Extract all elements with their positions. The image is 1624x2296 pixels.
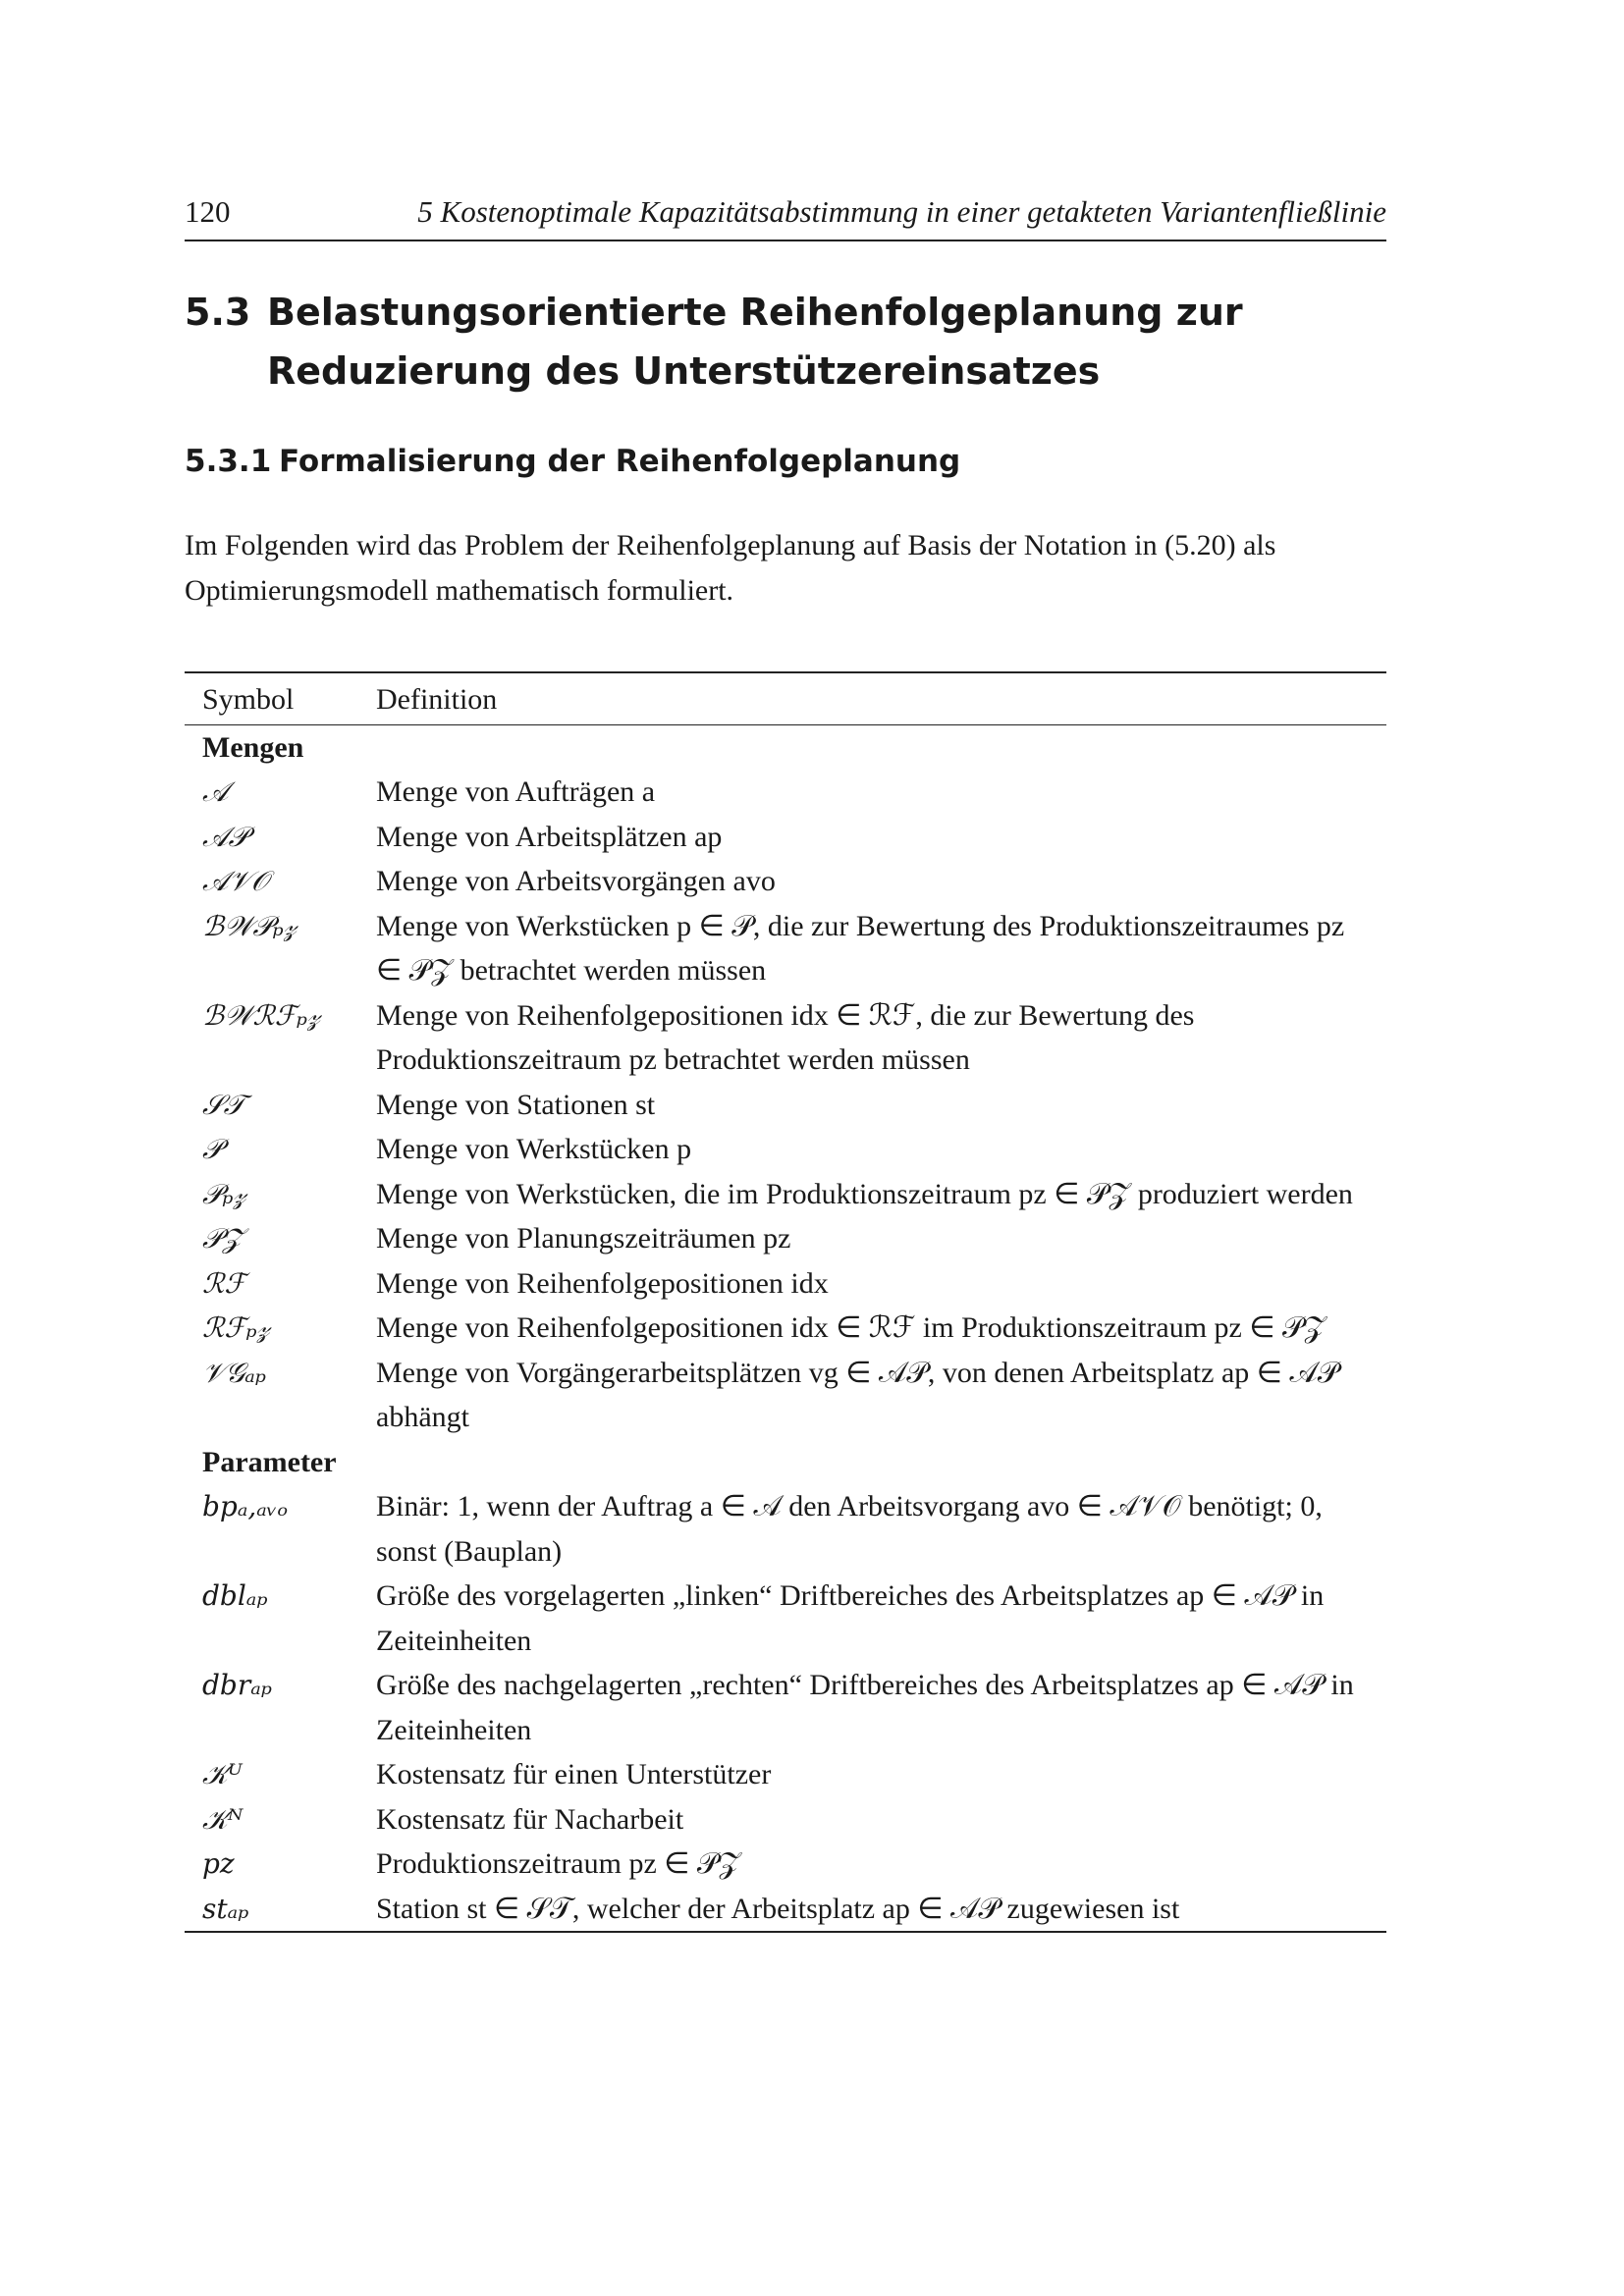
symbol-cell: 𝒫ₚ𝓏 [202,1177,246,1210]
table-row [185,859,1386,904]
table-row [185,1261,1386,1307]
subsection-title: Formalisierung der Reihenfolgeplanung [279,444,961,479]
symbol-cell: 𝒦ᴺ [202,1802,244,1836]
table-body [185,725,1386,1932]
table-row [185,1887,1386,1932]
symbol-cell: dbrₐₚ [202,1669,272,1701]
column-header-symbol: Symbol [202,683,295,716]
table-row [185,815,1386,860]
symbol-cell: 𝒦ᵁ [202,1758,243,1790]
definition-cell: Menge von Werkstücken p [376,1133,692,1165]
page-number: 120 [185,194,231,229]
table-row [185,1574,1386,1663]
table-row [185,1484,1386,1574]
symbol-cell: ℛℱ [202,1266,246,1300]
definition-cell: Produktionszeitraum pz ∈ 𝒫𝒵 [376,1847,741,1880]
notation-table [185,671,1386,1933]
column-header-definition: Definition [376,683,498,716]
table-row [185,1306,1386,1351]
chapter-title: 5 Kostenoptimale Kapazitätsabstimmung in einer getakteten Variantenfließlinie [417,194,1386,229]
symbol-cell: 𝒜𝒫 [202,820,248,853]
definition-cell: Menge von Reihenfolgepositionen idx ∈ ℛℱ, die zur Bewertung des Produktionszeitraum pz betrachtet werden müssen [376,998,1195,1076]
symbol-cell: 𝒜 [202,775,229,808]
definition-cell: Größe des vorgelagerten „linken“ Driftbereiches des Arbeitsplatzes ap ∈ 𝒜𝒫 in Zeiteinheiten [376,1579,1325,1657]
table-header [185,673,1386,725]
group-heading: Mengen [202,730,304,764]
definition-cell: Menge von Planungszeiträumen pz [376,1222,791,1255]
definition-cell: Menge von Reihenfolgepositionen idx ∈ ℛℱ im Produktionszeitraum pz ∈ 𝒫𝒵 [376,1311,1326,1344]
definition-cell: Menge von Werkstücken p ∈ 𝒫, die zur Bewertung des Produktionszeitraumes pz ∈ 𝒫𝒵 betrachtet werden müssen [376,909,1345,987]
table-row [185,1216,1386,1261]
symbol-cell: 𝒜𝒱𝒪 [202,865,269,897]
table-row [185,1663,1386,1752]
definition-cell: Größe des nachgelagerten „rechten“ Driftbereiches des Arbeitsplatzes ap ∈ 𝒜𝒫 in Zeiteinheiten [376,1669,1354,1746]
section-title: Belastungsorientierte Reihenfolgeplanung zur Reduzierung des Unterstützereinsatzes [267,291,1243,393]
symbol-cell: 𝒫𝒵 [202,1222,244,1255]
table-row [185,1797,1386,1842]
symbol-cell: 𝒱𝒢ₐₚ [202,1356,266,1389]
definition-cell: Menge von Arbeitsvorgängen avo [376,865,776,897]
table-row [185,993,1386,1083]
intro-paragraph: Im Folgenden wird das Problem der Reihenfolgeplanung auf Basis der Notation in (5.20) als Optimierungsmodell mathematisch formuliert. [185,529,1276,607]
symbol-cell: pz [202,1847,235,1880]
symbol-cell: ℛℱₚ𝓏 [202,1311,270,1344]
table-row [185,904,1386,993]
symbol-cell: ℬ𝒲𝒫ₚ𝓏 [202,909,297,942]
symbol-cell: 𝒮𝒯 [202,1088,245,1121]
definition-cell: Menge von Arbeitsplätzen ap [376,820,723,853]
definition-cell: Kostensatz für einen Unterstützer [376,1758,772,1790]
section-heading [185,283,1392,400]
symbol-cell: bpₐ,ₐᵥₒ [202,1490,288,1522]
group-heading: Parameter [202,1445,337,1478]
subsection-heading [185,442,960,481]
definition-cell: Menge von Werkstücken, die im Produktionszeitraum pz ∈ 𝒫𝒵 produziert werden [376,1177,1353,1210]
symbol-cell: dblₐₚ [202,1579,268,1612]
table-row [185,1351,1386,1440]
section-number: 5.3 [185,291,251,334]
definition-cell: Binär: 1, wenn der Auftrag a ∈ 𝒜 den Arbeitsvorgang avo ∈ 𝒜𝒱𝒪 benötigt; 0, sonst (Bauplan) [376,1490,1323,1568]
table-row [185,1842,1386,1887]
table-row [185,1172,1386,1217]
definition-cell: Station st ∈ 𝒮𝒯, welcher der Arbeitsplatz ap ∈ 𝒜𝒫 zugewiesen ist [376,1892,1180,1925]
definition-cell: Menge von Vorgängerarbeitsplätzen vg ∈ 𝒜𝒫, von denen Arbeitsplatz ap ∈ 𝒜𝒫 abhängt [376,1356,1339,1433]
subsection-number: 5.3.1 [185,444,272,479]
definition-cell: Menge von Stationen st [376,1088,656,1121]
table-row [185,1083,1386,1128]
table-row [185,1752,1386,1797]
symbol-cell: stₐₚ [202,1892,249,1925]
definition-cell: Menge von Aufträgen a [376,775,656,808]
running-head [185,192,1386,241]
definition-cell: Menge von Reihenfolgepositionen idx [376,1266,829,1300]
table-row [185,1127,1386,1172]
definition-cell: Kostensatz für Nacharbeit [376,1802,684,1836]
symbol-cell: ℬ𝒲ℛℱₚ𝓏 [202,998,320,1032]
table-row [185,770,1386,815]
symbol-cell: 𝒫 [202,1133,223,1165]
